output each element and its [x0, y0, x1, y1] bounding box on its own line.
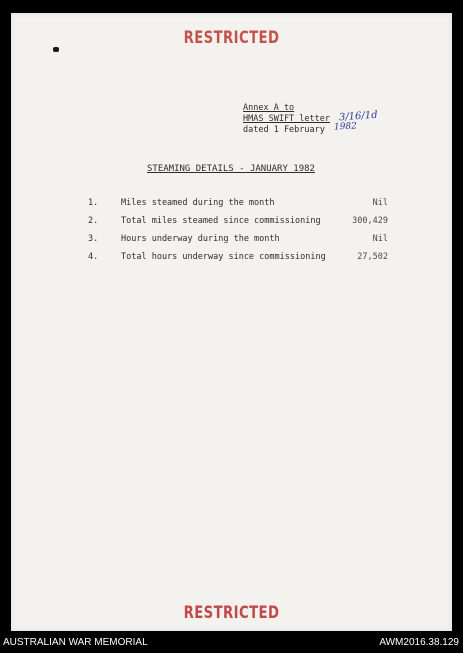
item-value: 27,502: [357, 252, 388, 262]
item-label: Total miles steamed since commissioning: [121, 216, 321, 226]
item-value: Nil: [372, 198, 388, 208]
list-item: [88, 234, 388, 252]
item-number: 2.: [88, 216, 99, 226]
list-item: [88, 198, 388, 216]
annex-line-3: dated 1 February: [243, 125, 325, 135]
annex-line-1: Annex A to: [243, 103, 295, 113]
item-label: Total hours underway since commissioning: [121, 252, 326, 262]
item-value: Nil: [372, 234, 388, 244]
details-list: [88, 198, 388, 270]
handwritten-year: 1982: [333, 121, 358, 133]
restricted-stamp-bottom: RESTRICTED: [183, 603, 280, 623]
item-number: 4.: [88, 252, 99, 262]
document-title: STEAMING DETAILS - JANUARY 1982: [147, 164, 315, 174]
annex-reference: [243, 103, 330, 136]
document-page: [11, 13, 452, 631]
item-label: Hours underway during the month: [121, 234, 280, 244]
ink-mark: [53, 47, 59, 52]
annex-line-2: HMAS SWIFT letter: [243, 114, 330, 124]
restricted-stamp-top: RESTRICTED: [183, 28, 280, 48]
list-item: [88, 216, 388, 234]
item-number: 3.: [88, 234, 99, 244]
item-value: 300,429: [352, 216, 388, 226]
item-label: Miles steamed during the month: [121, 198, 275, 208]
item-number: 1.: [88, 198, 99, 208]
handwritten-reference: 3/16/1d: [338, 109, 378, 124]
footer-accession-number: AWM2016.38.129: [379, 637, 459, 648]
footer-institution: AUSTRALIAN WAR MEMORIAL: [3, 637, 148, 648]
list-item: [88, 252, 388, 270]
